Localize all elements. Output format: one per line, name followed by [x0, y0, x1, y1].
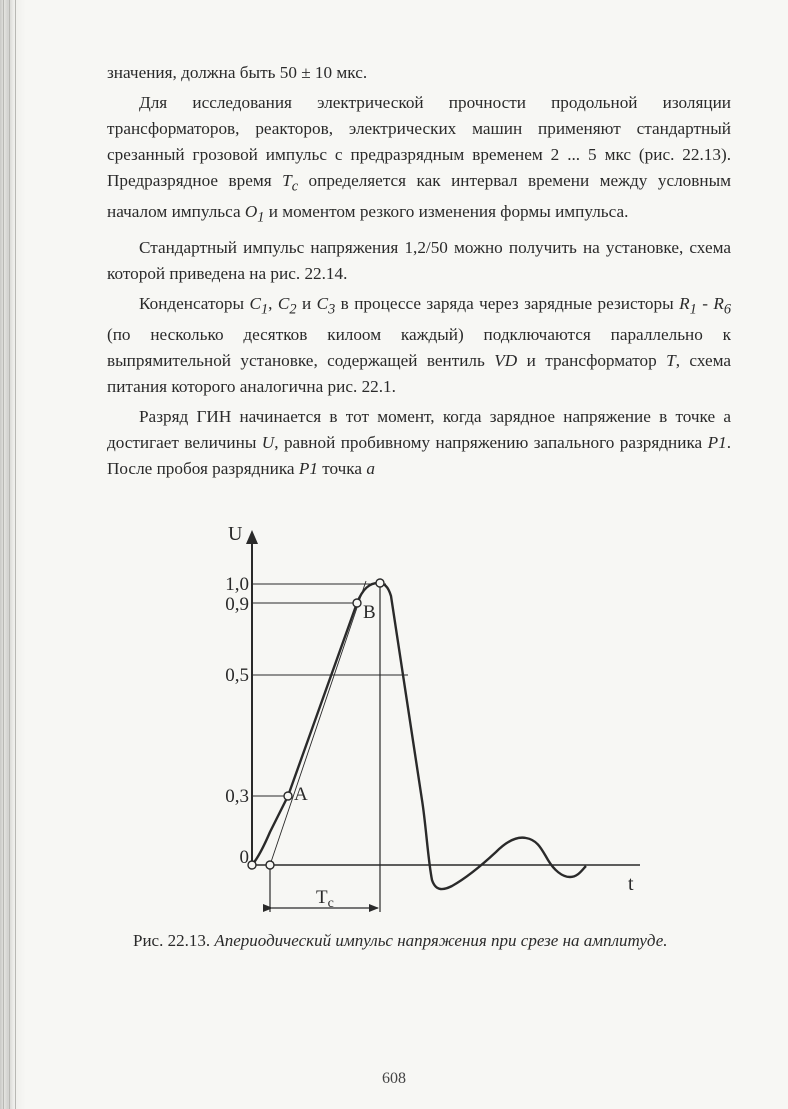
spine-line — [15, 0, 16, 1109]
paragraph-capacitors: Конденсаторы $C_1$, $C_2$ и $C_3$ в процессе заряда через зарядные резисторы $R_1 - R_6$ (по несколько десятков килоом каждый) подключаются параллельно к выпрямительной установке, содержащей вентиль VD и трансформатор T, схема питания которого аналогична рис. 22.1. — [107, 293, 732, 397]
symbol-p1: P1 — [298, 459, 318, 479]
paragraph-standard-impulse: Стандартный импульс напряжения 1,2/50 можно получить на установке, схема которой приведена на рис. 22.14. — [107, 237, 731, 283]
symbol-u: U — [261, 433, 275, 453]
tick-label-0-5: 0,5 — [225, 665, 249, 686]
tick-label-1-0: 1,0 — [225, 574, 249, 595]
book-spine-shadow — [0, 0, 26, 1109]
paragraph-insulation-test: Для исследования электрической прочности продольной изоляции трансформаторов, реакторов, электрических машин применяют стандартный срезанный грозовой импульс с предразрядным временем 2 ... 5 мкс (рис. 22.13). Предразрядное время $T_c$ определяется как интервал времени между условным началом импульса $O_1$ и моментом резкого изменения формы импульса. — [107, 93, 731, 226]
tick-label-0-9: 0,9 — [225, 594, 249, 615]
o1-point — [266, 861, 274, 869]
point-b-label: B — [363, 602, 376, 623]
tick-label-0-3: 0,3 — [225, 786, 249, 807]
paragraph-continuation: значения, должна быть 50 ± 10 мкс. — [107, 63, 368, 82]
tick-label-0: 0 — [239, 847, 249, 868]
figure-impulse-waveform — [200, 520, 660, 920]
impulse-curve — [252, 583, 586, 889]
symbol-p1: P1 — [707, 433, 727, 453]
symbol-o1: $O_1$ — [244, 202, 265, 226]
construction-line — [270, 581, 366, 865]
page-number: 608 — [382, 1070, 406, 1087]
caption-text: Апериодический импульс напряжения при срезе на амплитуде. — [214, 931, 668, 950]
peak-point — [376, 579, 384, 587]
symbol-c1: $C_1$ — [249, 293, 269, 318]
point-a-ref: а — [723, 407, 731, 427]
paragraph-discharge: Разряд ГИН начинается в тот момент, когда зарядное напряжение в точке а достигает величины U, равной пробивному напряжению запального разрядника P1. После пробоя разрядника P1 точка а — [107, 407, 731, 479]
y-axis-label: U — [228, 523, 243, 545]
y-axis-arrow — [246, 530, 258, 544]
symbol-t: T — [666, 351, 676, 371]
point-a-ref: а — [366, 459, 375, 479]
spine-line — [9, 0, 10, 1109]
origin-point — [248, 861, 256, 869]
symbol-tc: $T_c$ — [282, 171, 299, 195]
point-a-label: A — [294, 784, 308, 805]
x-axis-label: t — [628, 873, 634, 895]
symbol-vd: VD — [494, 351, 518, 371]
caption-prefix: Рис. 22.13. — [133, 931, 215, 950]
symbol-r1: $R_1$ — [679, 293, 697, 318]
point-b — [353, 599, 361, 607]
symbol-c3: $C_3$ — [316, 293, 336, 318]
figure-caption — [107, 928, 731, 954]
point-a — [284, 792, 292, 800]
spine-line — [3, 0, 4, 1109]
impulse-waveform-plot — [200, 520, 660, 920]
symbol-c2: $C_2$ — [277, 293, 297, 318]
body-text — [107, 60, 731, 482]
tc-label: $T_c$ — [316, 887, 334, 911]
symbol-r6: $R_6$ — [713, 293, 732, 318]
